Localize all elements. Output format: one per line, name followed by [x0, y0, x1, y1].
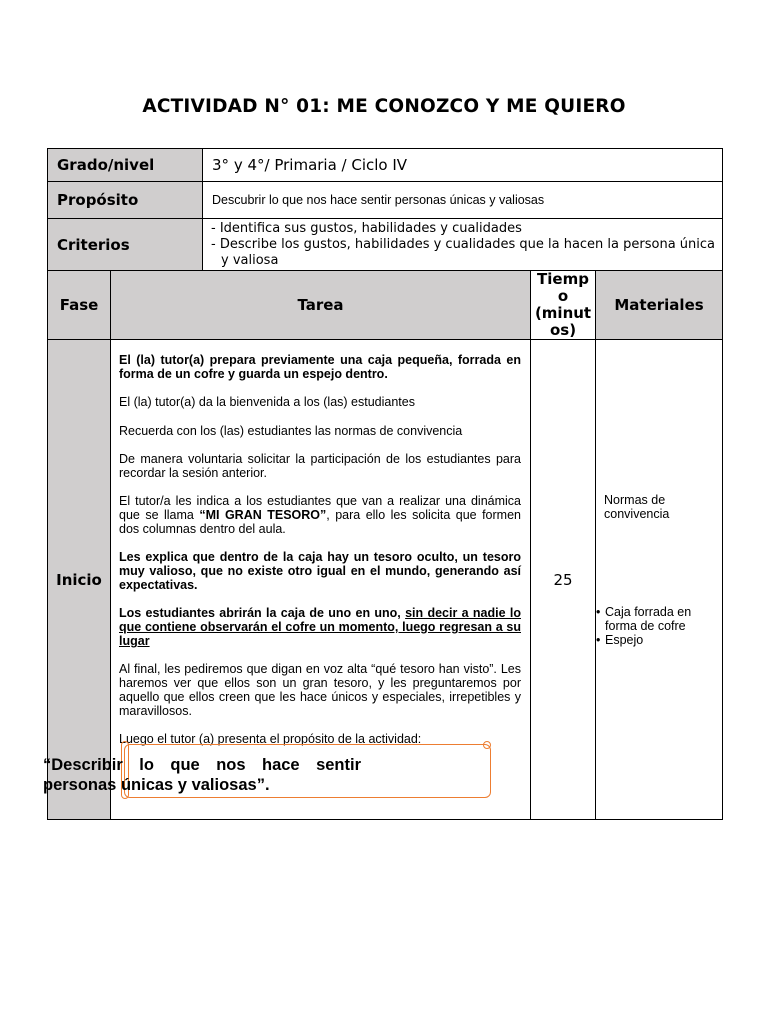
- tarea-paragraph: El (la) tutor(a) prepara previamente una caja pequeña, forrada en forma de un cofre y guarda un espejo dentro.: [119, 353, 521, 381]
- purpose-quote: “Describir lo que nos hace sentir personas únicas y valiosas”.: [43, 756, 361, 794]
- tarea-paragraph: De manera voluntaria solicitar la participación de los estudiantes para recordar la sesión anterior.: [119, 452, 521, 480]
- grado-value: 3° y 4°/ Primaria / Ciclo IV: [203, 149, 723, 182]
- activity-table: [47, 148, 723, 820]
- scroll-curl-right: [483, 741, 491, 749]
- tarea-paragraph: Luego el tutor (a) presenta el propósito de la actividad:: [119, 732, 422, 746]
- tiempo-header-line: os): [549, 321, 577, 339]
- tarea-underlined-text: sin decir a nadie lo que contiene observarán el cofre un momento, luego regresan a su lugar: [119, 606, 521, 648]
- criterios-list: [203, 219, 723, 271]
- grado-label: Grado/nivel: [48, 149, 203, 182]
- tarea-paragraph: [119, 494, 521, 536]
- fase-inicio: Inicio: [48, 340, 111, 820]
- tiempo-value: 25: [531, 340, 596, 820]
- tarea-paragraph: El (la) tutor(a) da la bienvenida a los (las) estudiantes: [119, 395, 415, 409]
- materiales-list-item: • Caja forrada en forma de cofre: [596, 605, 716, 633]
- materiales-list-item: • Espejo: [596, 633, 716, 647]
- tarea-header: Tarea: [111, 271, 531, 340]
- tarea-text: Los estudiantes abrirán la caja de uno en uno,: [119, 606, 406, 620]
- materiales-cell: [596, 340, 723, 820]
- grado-row: [48, 149, 723, 182]
- tarea-paragraph: Les explica que dentro de la caja hay un tesoro oculto, un tesoro muy valioso, que no existe otro igual en el mundo, generando así expectativas.: [119, 550, 521, 592]
- proposito-label: Propósito: [48, 182, 203, 219]
- tarea-paragraph: [119, 606, 521, 648]
- fase-header: Fase: [48, 271, 111, 340]
- document-title: ACTIVIDAD N° 01: ME CONOZCO Y ME QUIERO: [142, 96, 626, 117]
- tarea-paragraph: Al final, les pediremos que digan en voz alta “qué tesoro han visto”. Les haremos ver que ellos son un gran tesoro, y les preguntaremos por aquello que ellos creen que les hace únicos y especiales, irrepetibles y maravillosos.: [119, 662, 521, 718]
- proposito-row: [48, 182, 723, 219]
- tiempo-header-line: Tiemp: [537, 270, 589, 288]
- tiempo-header-line: (minut: [534, 304, 592, 322]
- materiales-header: Materiales: [596, 271, 723, 340]
- proposito-value: Descubrir lo que nos hace sentir personas únicas y valiosas: [203, 182, 723, 219]
- materiales-list: [596, 605, 716, 647]
- materiales-item: Normas de convivencia: [604, 493, 670, 521]
- tarea-text: , para ello les solicita que formen dos columnas dentro del aula.: [119, 508, 521, 536]
- criterio-item: - Identifica sus gustos, habilidades y cualidades: [211, 220, 522, 236]
- dynamic-name: “MI GRAN TESORO”: [199, 508, 327, 522]
- tiempo-header-line: o: [557, 287, 569, 305]
- criterios-row: [48, 219, 723, 271]
- tarea-paragraph: Recuerda con los (las) estudiantes las normas de convivencia: [119, 424, 463, 438]
- tarea-text: El tutor/a les indica a los estudiantes que van a realizar una dinámica que se llama: [119, 494, 521, 522]
- tiempo-header: [531, 271, 596, 340]
- column-header-row: [48, 271, 723, 340]
- criterio-item: - Describe los gustos, habilidades y cualidades que la hacen la persona única y valiosa: [211, 236, 716, 268]
- criterios-label: Criterios: [48, 219, 203, 271]
